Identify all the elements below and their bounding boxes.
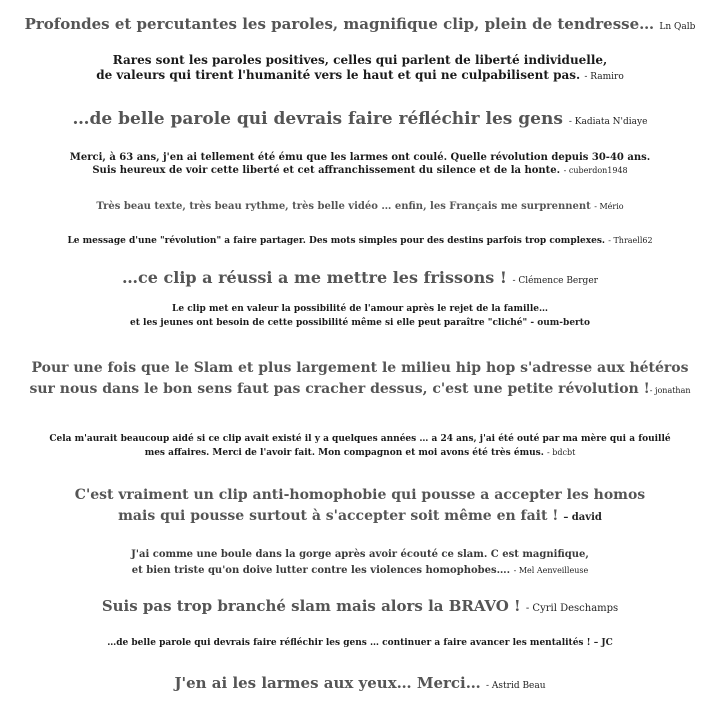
- testimonial-text-line1: Rares sont les paroles positives, celles qui parlent de liberté individuelle,: [112, 53, 608, 67]
- testimonial-4: [0, 152, 720, 177]
- testimonial-8: [0, 303, 720, 330]
- testimonial-author: Ln Qalb: [659, 22, 696, 32]
- testimonial-text-line2: de valeurs qui tirent l'humanité vers le haut et qui ne culpabilisent pas.: [96, 68, 581, 82]
- testimonial-10: [0, 432, 720, 461]
- testimonial-1: [0, 15, 720, 34]
- testimonial-text: Profondes et percutantes les paroles, magnifique clip, plein de tendresse…: [24, 15, 655, 33]
- testimonial-author: - Ramiro: [584, 72, 624, 82]
- testimonial-text-line2: Suis heureux de voir cette liberté et cet affranchissement du silence et de la honte.: [92, 164, 561, 176]
- testimonial-text-line1: J'ai comme une boule dans la gorge après avoir écouté ce slam. C est magnifique,: [131, 549, 589, 560]
- testimonial-author: - Cyril Deschamps: [525, 603, 619, 614]
- testimonial-author: - jonathan: [649, 386, 691, 395]
- testimonial-text-line1: Cela m'aurait beaucoup aidé si ce clip avait existé il y a quelques années … a 24 ans, j'ai été outé par ma mère qui a fouillé: [49, 434, 671, 444]
- testimonial-author: - Mério: [594, 202, 624, 211]
- testimonial-author: - cuberdon1948: [563, 165, 628, 175]
- testimonial-text: Le message d'une "révolution" a faire partager. Des mots simples pour des destins parfois trop complexes.: [67, 236, 606, 246]
- testimonial-author: – david: [563, 512, 602, 523]
- testimonial-text-line2: et bien triste qu'on doive lutter contre les violences homophobes….: [131, 565, 511, 576]
- testimonial-6: [0, 236, 720, 247]
- testimonial-text: Très beau texte, très beau rythme, très belle vidéo … enfin, les Français me surprennent: [96, 201, 591, 212]
- testimonial-2: [0, 53, 720, 83]
- testimonial-text-line2: sur nous dans le bon sens faut pas cracher dessus, c'est une petite révolution !: [29, 381, 650, 397]
- testimonial-15: [0, 674, 720, 693]
- testimonial-13: [0, 597, 720, 616]
- testimonial-author: - Clémence Berger: [512, 276, 598, 286]
- testimonial-author: - Kadiata N'diaye: [568, 117, 648, 127]
- testimonial-text-line2: et les jeunes ont besoin de cette possibilité même si elle peut paraître "cliché": [130, 317, 528, 328]
- testimonial-text: …ce clip a réussi a me mettre les frissons !: [122, 268, 507, 287]
- testimonial-text: J'en ai les larmes aux yeux… Merci…: [174, 674, 481, 692]
- testimonial-author: - oum-berto: [530, 317, 590, 328]
- testimonial-text: …de belle parole qui devrais faire réfléchir les gens … continuer a faire avancer les mentalités !: [107, 638, 591, 648]
- testimonial-5: [0, 201, 720, 214]
- testimonial-3: [0, 109, 720, 130]
- testimonial-7: [0, 268, 720, 288]
- testimonial-text-line2: mes affaires. Merci de l'avoir fait. Mon compagnon et moi avons été très émus.: [144, 448, 544, 459]
- testimonial-14: [0, 638, 720, 649]
- testimonial-text-line1: Le clip met en valeur la possibilité de l'amour après le rejet de la famille…: [172, 304, 548, 314]
- testimonial-author: - Thraell62: [608, 236, 653, 245]
- testimonial-author: - Astrid Beau: [486, 681, 546, 691]
- testimonial-text-line2: mais qui pousse surtout à s'accepter soit même en fait !: [118, 508, 559, 524]
- testimonial-11: [0, 485, 720, 527]
- testimonial-text-line1: Merci, à 63 ans, j'en ai tellement été ému que les larmes ont coulé. Quelle révolution depuis 30-40 ans.: [69, 152, 651, 163]
- testimonial-text-line1: Pour une fois que le Slam et plus largement le milieu hip hop s'adresse aux hétéros: [31, 360, 689, 376]
- testimonial-text-line1: C'est vraiment un clip anti-homophobie qui pousse a accepter les homos: [74, 487, 646, 503]
- testimonial-author: - Mel Aenveilleuse: [513, 566, 589, 575]
- testimonial-12: [0, 547, 720, 579]
- testimonial-text: …de belle parole qui devrais faire réfléchir les gens: [72, 109, 563, 129]
- testimonial-text: Suis pas trop branché slam mais alors la BRAVO !: [101, 597, 521, 615]
- testimonial-author: - bdcbt: [547, 448, 576, 458]
- testimonial-author: – JC: [593, 638, 613, 648]
- testimonial-9: [0, 358, 720, 400]
